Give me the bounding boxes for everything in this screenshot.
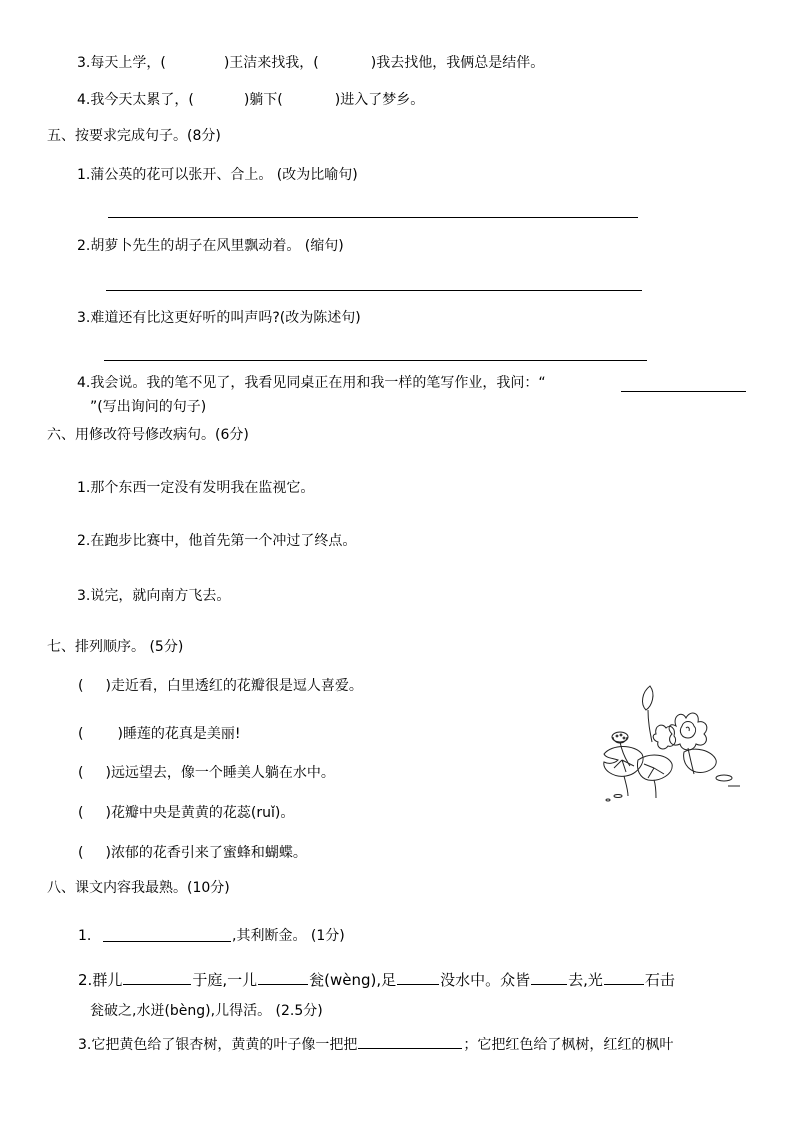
item-number: 4. bbox=[77, 375, 91, 391]
item-text: ；它把红色给了枫树，红红的枫叶 bbox=[463, 1037, 674, 1053]
item-number: 4. bbox=[77, 92, 91, 108]
answer-line[interactable] bbox=[106, 290, 642, 291]
q4-4 bbox=[77, 91, 424, 109]
item-number: 1. bbox=[77, 167, 91, 183]
item-text: 在跑步比赛中，他首先第一个冲过了终点。 bbox=[90, 533, 357, 549]
paren-open: ( bbox=[78, 845, 84, 861]
section-heading: 八、课文内容我最熟。(10分) bbox=[47, 880, 230, 896]
s6-item-2 bbox=[77, 532, 356, 550]
answer-blank[interactable] bbox=[531, 970, 567, 985]
item-text: 说完，就向南方飞去。 bbox=[90, 588, 231, 604]
item-text: 蒲公英的花可以张开、合上。 (改为比喻句) bbox=[90, 167, 358, 183]
s5-item-1 bbox=[77, 166, 358, 184]
paren-open: ( bbox=[78, 805, 84, 821]
paren-open: ( bbox=[78, 726, 84, 742]
item-text: )王洁来找我，( bbox=[223, 55, 319, 71]
answer-blank[interactable] bbox=[397, 970, 439, 985]
item-number: 3. bbox=[77, 55, 91, 71]
item-number: 2. bbox=[78, 971, 93, 989]
item-text: 浓郁的花香引来了蜜蜂和蝴蝶。 bbox=[110, 845, 307, 861]
item-text: )躺下( bbox=[243, 92, 283, 108]
s8-item-1-text: ,其利断金。 (1分) bbox=[232, 928, 345, 944]
item-text: 群儿 bbox=[92, 971, 123, 989]
item-text: )进入了梦乡。 bbox=[334, 92, 425, 108]
answer-line[interactable] bbox=[108, 217, 638, 218]
item-text: 于庭,一儿 bbox=[192, 971, 258, 989]
paren-close: ) bbox=[105, 805, 111, 821]
item-text: 那个东西一定没有发明我在监视它。 bbox=[90, 480, 315, 496]
item-text: 我会说。我的笔不见了，我看见同桌正在用和我一样的笔写作业，我问：“ bbox=[90, 375, 546, 391]
paren-open: ( bbox=[78, 678, 84, 694]
section-heading: 六、用修改符号修改病句。(6分) bbox=[47, 427, 249, 443]
item-number: 3. bbox=[77, 588, 91, 604]
answer-blank[interactable] bbox=[123, 970, 191, 985]
s8-item-2 bbox=[78, 970, 675, 989]
item-text: 难道还有比这更好听的叫声吗?(改为陈述句) bbox=[90, 310, 361, 326]
item-text: 没水中。众皆 bbox=[440, 971, 531, 989]
item-number: 2. bbox=[77, 238, 91, 254]
s5-item-4 bbox=[77, 374, 546, 392]
s8-item-1 bbox=[78, 927, 91, 945]
s8-item-2-line2: 瓮破之,水迸(bèng),儿得活。 (2.5分) bbox=[90, 1003, 323, 1019]
item-number: 3. bbox=[77, 310, 91, 326]
paren-close: ) bbox=[117, 726, 123, 742]
s7-item bbox=[78, 844, 307, 862]
s8-item-3 bbox=[78, 1034, 673, 1054]
item-text: 走近看，白里透红的花瓣很是逗人喜爱。 bbox=[110, 678, 363, 694]
item-text: 我今天太累了，( bbox=[90, 92, 194, 108]
paren-close: ) bbox=[105, 678, 111, 694]
answer-line[interactable] bbox=[103, 941, 231, 942]
paren-open: ( bbox=[78, 765, 84, 781]
item-text: 远远望去，像一个睡美人躺在水中。 bbox=[110, 765, 335, 781]
item-text: 睡莲的花真是美丽! bbox=[122, 726, 241, 742]
s5-item-3 bbox=[77, 309, 361, 327]
s6-item-3 bbox=[77, 587, 230, 605]
item-text: 石击 bbox=[644, 971, 675, 989]
q4-3 bbox=[77, 54, 544, 72]
section-heading: 五、按要求完成句子。(8分) bbox=[47, 128, 221, 144]
item-number: 1. bbox=[77, 480, 91, 496]
paren-close: ) bbox=[105, 765, 111, 781]
answer-blank[interactable] bbox=[604, 970, 644, 985]
item-number: 1. bbox=[78, 928, 92, 944]
item-text: 去,光 bbox=[568, 971, 603, 989]
item-text: 胡萝卜先生的胡子在风里飘动着。 (缩句) bbox=[90, 238, 344, 254]
s7-item bbox=[78, 804, 294, 822]
section-heading: 七、排列顺序。 (5分) bbox=[47, 639, 184, 655]
s7-item bbox=[78, 677, 363, 695]
item-number: 2. bbox=[77, 533, 91, 549]
s5-item-2 bbox=[77, 237, 344, 255]
paren-close: ) bbox=[105, 845, 111, 861]
item-text: )我去找他，我俩总是结伴。 bbox=[370, 55, 545, 71]
answer-blank[interactable] bbox=[358, 1034, 462, 1049]
item-text: 它把黄色给了银杏树，黄黄的叶子像一把把 bbox=[91, 1037, 358, 1053]
answer-line[interactable] bbox=[104, 360, 647, 361]
item-text: 每天上学，( bbox=[90, 55, 166, 71]
s6-item-1 bbox=[77, 479, 314, 497]
s7-item bbox=[78, 725, 241, 743]
s5-item-4-suffix: ”(写出询问的句子) bbox=[90, 399, 207, 415]
item-number: 3. bbox=[78, 1037, 92, 1053]
lotus-illustration-icon bbox=[598, 682, 748, 804]
s7-item bbox=[78, 764, 335, 782]
answer-line[interactable] bbox=[621, 391, 746, 392]
item-text: 瓮(wèng),足 bbox=[309, 971, 397, 989]
answer-blank[interactable] bbox=[258, 970, 308, 985]
item-text: 花瓣中央是黄黄的花蕊(ruǐ)。 bbox=[110, 805, 295, 821]
